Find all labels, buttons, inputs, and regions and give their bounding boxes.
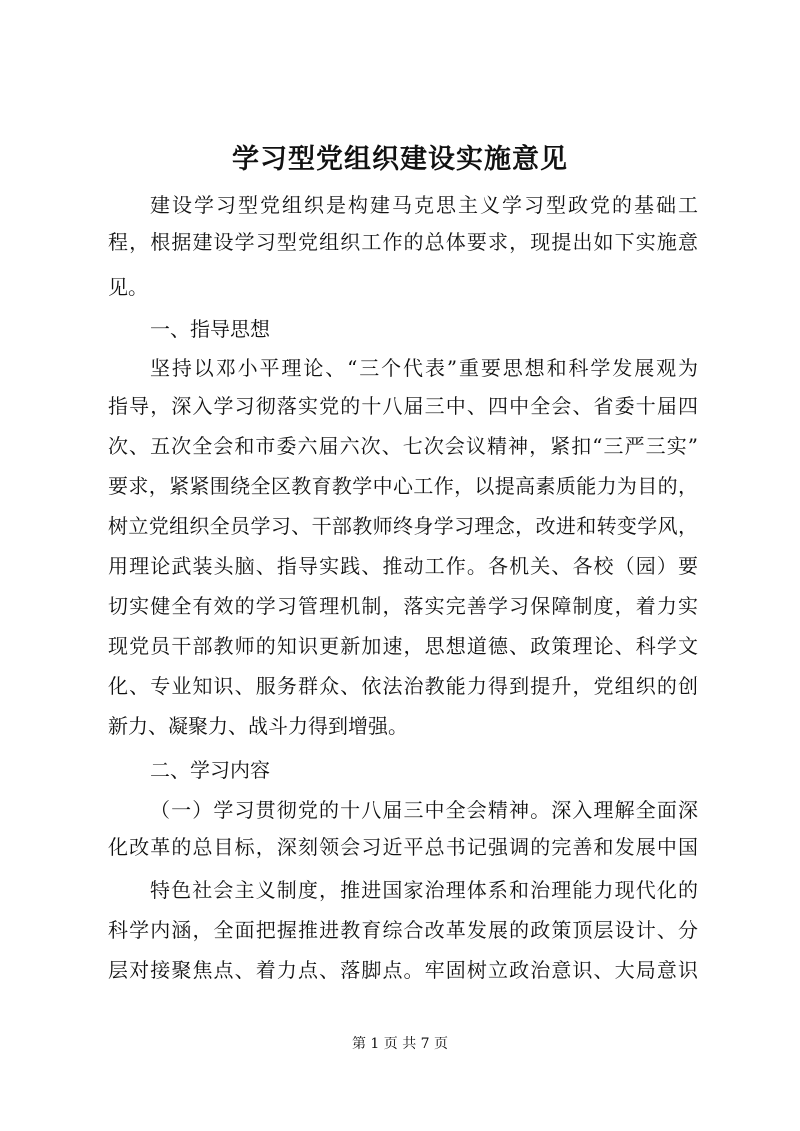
body-line: 切实健全有效的学习管理机制，落实完善学习保障制度，着力实 bbox=[108, 594, 698, 618]
body-line: 程，根据建设学习型党组织工作的总体要求，现提出如下实施意 bbox=[108, 230, 698, 254]
body-line: 次、五次全会和市委六届六次、七次会议精神，紧扣“三严三实” bbox=[108, 434, 698, 458]
body-line: 新力、凝聚力、战斗力得到增强。 bbox=[108, 714, 408, 738]
body-line: 见。 bbox=[108, 275, 148, 299]
page-footer: 第 1 页 共 7 页 bbox=[351, 1036, 449, 1052]
body-line: 化、专业知识、服务群众、依法治教能力得到提升，党组织的创 bbox=[108, 674, 698, 698]
body-line: （一）学习贯彻党的十八届三中全会精神。深入理解全面深 bbox=[150, 798, 698, 822]
body-line: 现党员干部教师的知识更新加速，思想道德、政策理论、科学文 bbox=[108, 634, 698, 658]
body-line: 科学内涵，全面把握推进教育综合改革发展的政策顶层设计、分 bbox=[108, 918, 698, 942]
body-line: 建设学习型党组织是构建马克思主义学习型政党的基础工 bbox=[150, 193, 698, 217]
body-line: 坚持以邓小平理论、“三个代表”重要思想和科学发展观为 bbox=[150, 356, 698, 380]
body-line: 特色社会主义制度，推进国家治理体系和治理能力现代化的 bbox=[150, 878, 698, 902]
body-line: 指导，深入学习彻落实党的十八届三中、四中全会、省委十届四 bbox=[108, 394, 698, 418]
section-heading: 二、学习内容 bbox=[150, 758, 270, 782]
body-line: 树立党组织全员学习、干部教师终身学习理念，改进和转变学风， bbox=[108, 514, 698, 538]
body-line: 要求，紧紧围绕全区教育教学中心工作，以提高素质能力为目的， bbox=[108, 474, 698, 498]
document-title: 学习型党组织建设实施意见 bbox=[232, 144, 568, 175]
body-line: 用理论武装头脑、指导实践、推动工作。各机关、各校（园）要 bbox=[108, 554, 698, 578]
section-heading: 一、指导思想 bbox=[150, 317, 270, 341]
body-line: 层对接聚焦点、着力点、落脚点。牢固树立政治意识、大局意识 bbox=[108, 958, 698, 982]
body-line: 化改革的总目标，深刻领会习近平总书记强调的完善和发展中国 bbox=[108, 835, 698, 859]
